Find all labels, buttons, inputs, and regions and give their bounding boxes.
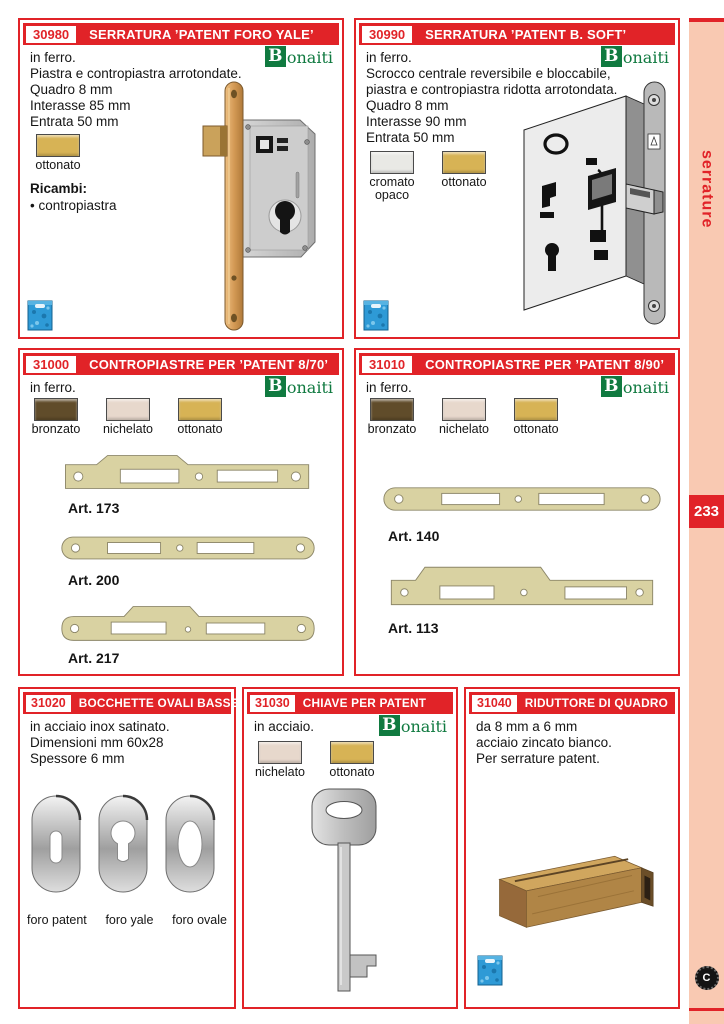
bonaiti-logo bbox=[265, 46, 333, 67]
mortise-lock-yale-image bbox=[196, 80, 328, 332]
finish-swatch bbox=[508, 398, 564, 436]
finish-chip bbox=[442, 151, 486, 174]
product-card-31020 bbox=[18, 687, 239, 1009]
finish-label: ottonato bbox=[329, 765, 375, 779]
key-image bbox=[294, 785, 404, 997]
desc-line: in acciaio inox satinato. bbox=[30, 719, 170, 734]
shopping-bag-icon bbox=[362, 296, 390, 333]
art-number: Art. 200 bbox=[68, 572, 120, 588]
strike-plate-art-140-image bbox=[382, 482, 662, 516]
bonaiti-logo-text: onaiti bbox=[622, 48, 669, 67]
finish-chip bbox=[370, 398, 414, 421]
finish-swatch bbox=[100, 398, 156, 436]
product-title: RIDUTTORE DI QUADRO bbox=[524, 696, 668, 710]
desc-line: Spessore 6 mm bbox=[30, 751, 125, 766]
desc-line: Interasse 85 mm bbox=[30, 98, 131, 113]
shopping-bag-icon bbox=[476, 951, 504, 988]
finish-swatch bbox=[364, 151, 420, 202]
bonaiti-logo-text: onaiti bbox=[400, 717, 447, 736]
finish-label: nichelato bbox=[438, 422, 490, 436]
desc-line: Per serrature patent. bbox=[476, 751, 600, 766]
finish-swatch bbox=[436, 398, 492, 436]
spares-block bbox=[30, 180, 117, 214]
variant-label: foro yale bbox=[105, 913, 154, 927]
finish-swatch bbox=[324, 741, 380, 779]
finish-chip bbox=[36, 134, 80, 157]
desc-line: piastra e contropiastra ridotta arrotondata. bbox=[366, 82, 618, 97]
desc-line: in ferro. bbox=[366, 50, 412, 65]
product-code: 31020 bbox=[26, 695, 71, 712]
finish-chip bbox=[106, 398, 150, 421]
art-number: Art. 113 bbox=[388, 620, 439, 636]
product-card-31000 bbox=[18, 348, 344, 676]
product-description bbox=[366, 380, 412, 396]
bonaiti-logo-mark: B bbox=[601, 46, 622, 67]
product-code: 31010 bbox=[362, 356, 412, 373]
escutcheon-variant-labels bbox=[20, 913, 234, 927]
finish-label: ottonato bbox=[441, 175, 487, 189]
strike-plate-art-113-image bbox=[382, 560, 662, 610]
bonaiti-logo-text: onaiti bbox=[286, 48, 333, 67]
product-title: CONTROPIASTRE PER ’PATENT 8/90’ bbox=[425, 356, 665, 372]
product-card-30980 bbox=[18, 18, 344, 339]
desc-line: in ferro. bbox=[30, 50, 76, 65]
desc-line: in ferro. bbox=[366, 380, 412, 395]
desc-line: Interasse 90 mm bbox=[366, 114, 467, 129]
product-description bbox=[476, 719, 612, 767]
card-header bbox=[23, 353, 339, 375]
bonaiti-logo-text: onaiti bbox=[622, 378, 669, 397]
variant-label: foro patent bbox=[27, 913, 87, 927]
desc-line: acciaio zincato bianco. bbox=[476, 735, 612, 750]
finish-chip bbox=[330, 741, 374, 764]
spares-item: • contropiastra bbox=[30, 198, 117, 213]
desc-line: Piastra e contropiastra arrotondate. bbox=[30, 66, 242, 81]
finish-chip bbox=[178, 398, 222, 421]
finish-swatches bbox=[30, 134, 86, 172]
finish-label: bronzato bbox=[367, 422, 417, 436]
strike-plate-art-173-image bbox=[60, 450, 316, 494]
product-title: SERRATURA ’PATENT FORO YALE’ bbox=[89, 26, 314, 42]
finish-swatches bbox=[28, 398, 228, 436]
square-reducer-image bbox=[488, 839, 656, 935]
finish-label: bronzato bbox=[31, 422, 81, 436]
finish-swatch bbox=[30, 134, 86, 172]
variant-label: foro ovale bbox=[172, 913, 227, 927]
finish-swatch bbox=[364, 398, 420, 436]
desc-line: Quadro 8 mm bbox=[30, 82, 113, 97]
finish-swatches bbox=[364, 151, 492, 202]
page-edge-tab bbox=[689, 18, 724, 1024]
product-title: CONTROPIASTRE PER ’PATENT 8/70’ bbox=[89, 356, 329, 372]
spares-title: Ricambi: bbox=[30, 181, 88, 196]
desc-line: Entrata 50 mm bbox=[30, 114, 119, 129]
strike-plate-art-217-image bbox=[60, 600, 316, 646]
art-number: Art. 173 bbox=[68, 500, 120, 516]
card-header bbox=[359, 353, 675, 375]
finish-label: ottonato bbox=[177, 422, 223, 436]
product-title: CHIAVE PER PATENT bbox=[302, 696, 427, 710]
product-code: 31030 bbox=[250, 695, 295, 712]
escutcheon-images bbox=[29, 793, 217, 895]
section-tab-label: serrature bbox=[698, 150, 716, 229]
product-card-31010 bbox=[354, 348, 680, 676]
desc-line: da 8 mm a 6 mm bbox=[476, 719, 578, 734]
c-mark-icon: C bbox=[695, 966, 719, 990]
product-code: 30980 bbox=[26, 26, 76, 43]
finish-label: cromato opaco bbox=[369, 175, 415, 202]
card-header bbox=[359, 23, 675, 45]
desc-line: Entrata 50 mm bbox=[366, 130, 455, 145]
product-title: BOCCHETTE OVALI BASSE bbox=[78, 696, 239, 710]
escutcheon-foro-patent-image bbox=[29, 793, 83, 895]
bonaiti-logo-text: onaiti bbox=[286, 378, 333, 397]
bonaiti-logo-mark: B bbox=[265, 376, 286, 397]
bonaiti-logo-mark: B bbox=[379, 715, 400, 736]
bonaiti-logo-mark: B bbox=[265, 46, 286, 67]
finish-chip bbox=[442, 398, 486, 421]
finish-swatches bbox=[364, 398, 564, 436]
finish-swatches bbox=[252, 741, 380, 779]
product-card-30990 bbox=[354, 18, 680, 339]
mortise-lock-bsoft-image bbox=[504, 78, 679, 330]
desc-line: Scrocco centrale reversibile e bloccabile, bbox=[366, 66, 611, 81]
product-code: 31040 bbox=[472, 695, 517, 712]
card-header bbox=[247, 692, 453, 714]
finish-chip bbox=[258, 741, 302, 764]
page-number-badge: 233 bbox=[689, 495, 724, 528]
finish-label: ottonato bbox=[35, 158, 81, 172]
strike-plate-art-200-image bbox=[60, 530, 316, 566]
card-header bbox=[23, 692, 239, 714]
product-description bbox=[30, 380, 76, 396]
finish-label: nichelato bbox=[102, 422, 154, 436]
bonaiti-logo bbox=[265, 376, 333, 397]
finish-swatch bbox=[28, 398, 84, 436]
card-header bbox=[469, 692, 675, 714]
finish-label: ottonato bbox=[513, 422, 559, 436]
product-code: 31000 bbox=[26, 356, 76, 373]
desc-line: in acciaio. bbox=[254, 719, 315, 734]
product-title: SERRATURA ’PATENT B. SOFT’ bbox=[425, 26, 627, 42]
finish-swatch bbox=[172, 398, 228, 436]
desc-line: Quadro 8 mm bbox=[366, 98, 449, 113]
art-number: Art. 217 bbox=[68, 650, 120, 666]
product-description bbox=[254, 719, 314, 735]
product-card-31040 bbox=[464, 687, 680, 1009]
finish-chip bbox=[514, 398, 558, 421]
bonaiti-logo bbox=[379, 715, 447, 736]
desc-line: in ferro. bbox=[30, 380, 76, 395]
desc-line: Dimensioni mm 60x28 bbox=[30, 735, 164, 750]
escutcheon-foro-yale-image bbox=[96, 793, 150, 895]
art-number: Art. 140 bbox=[388, 528, 440, 544]
product-code: 30990 bbox=[362, 26, 412, 43]
tab-bottom-rule bbox=[689, 1008, 724, 1011]
bonaiti-logo bbox=[601, 376, 669, 397]
bonaiti-logo-mark: B bbox=[601, 376, 622, 397]
finish-swatch bbox=[436, 151, 492, 202]
card-header bbox=[23, 23, 339, 45]
tab-top-rule bbox=[689, 18, 724, 22]
finish-swatch bbox=[252, 741, 308, 779]
finish-label: nichelato bbox=[254, 765, 306, 779]
finish-chip bbox=[34, 398, 78, 421]
escutcheon-foro-ovale-image bbox=[163, 793, 217, 895]
shopping-bag-icon bbox=[26, 296, 54, 333]
product-description bbox=[30, 719, 170, 767]
finish-chip bbox=[370, 151, 414, 174]
product-card-31030 bbox=[242, 687, 458, 1009]
